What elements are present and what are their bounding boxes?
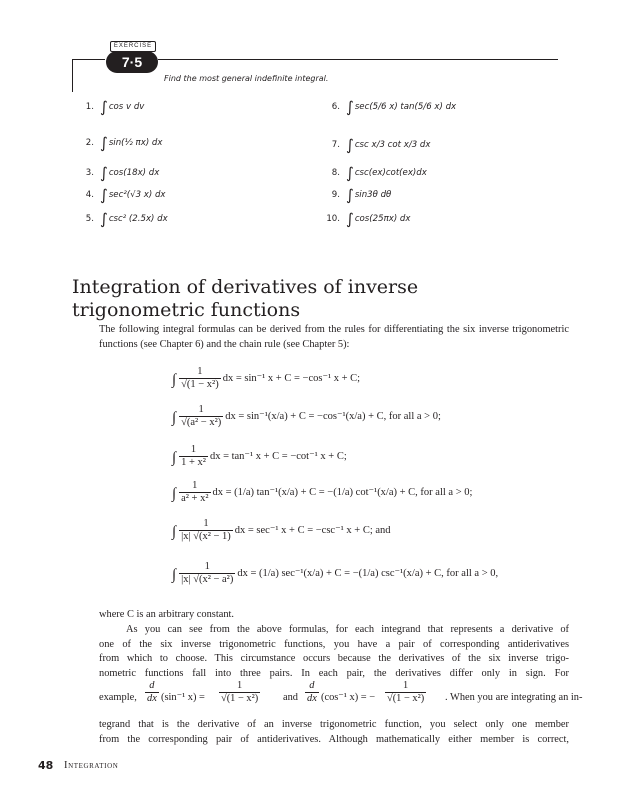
- integral-sign-icon: ∫: [172, 449, 177, 466]
- exercise-expression: csc² (2.5x) dx: [108, 214, 168, 224]
- formula-5: [172, 518, 391, 543]
- integral-sign-icon: ∫: [346, 136, 354, 154]
- page-number: 48: [38, 759, 54, 772]
- exercise-number: 7·5: [121, 54, 143, 70]
- paragraph-line-3: from which to choose. This circumstance occurs because the derivatives of the six inverse trigo-: [99, 653, 569, 664]
- paragraph-line-4: nometric functions fall into three pairs. In each pair, the derivatives differ only in sign. For: [99, 668, 569, 679]
- formula-fraction: $\frac{1}{\text{√(1 − x²)}}$: [181, 366, 219, 390]
- exercise-3: [70, 164, 159, 182]
- example-and: and: [283, 692, 299, 703]
- exercise-number-box: [106, 51, 158, 73]
- exercise-expression: cos(25πx) dx: [354, 214, 411, 224]
- formula-6: [172, 561, 498, 586]
- integral-sign-icon: ∫: [100, 134, 108, 152]
- exercise-number: 1.: [85, 102, 94, 112]
- example-fraction-2: $\frac{1}{\text{√(1 − x²)}}$: [387, 680, 425, 704]
- exercise-expression: sin(½ πx) dx: [108, 138, 163, 148]
- closing-line-1: tegrand that is the derivative of an inverse trigonometric function, you select only one member: [99, 719, 569, 730]
- integral-sign-icon: ∫: [346, 186, 354, 204]
- exercise-number: 3.: [85, 168, 94, 178]
- formula-fraction: $\frac{1}{\text{1 + x²}}$: [181, 444, 206, 468]
- exercise-number: 2.: [85, 138, 94, 148]
- running-footer-section: Integration: [64, 760, 119, 771]
- exercise-6: [316, 98, 456, 116]
- example-cos-derivative: (cos⁻¹ x) = −: [321, 692, 376, 703]
- exercise-expression: sec²(√3 x) dx: [108, 190, 166, 200]
- exercise-expression: sec(5/6 x) tan(5/6 x) dx: [354, 102, 457, 112]
- exercise-label: EXERCISE: [113, 43, 153, 49]
- exercise-expression: cos v dv: [108, 102, 145, 112]
- exercise-badge: [106, 41, 158, 74]
- exercise-horizontal-rule-right: [158, 59, 558, 60]
- formula-2: [172, 404, 441, 429]
- example-prefix: example,: [99, 692, 137, 703]
- integral-sign-icon: ∫: [346, 164, 354, 182]
- formula-rhs: dx = sin⁻¹ x + C = −cos⁻¹ x + C;: [222, 372, 361, 384]
- formula-rhs: dx = sin⁻¹(x/a) + C = −cos⁻¹(x/a) + C, for all a > 0;: [225, 410, 441, 422]
- section-heading-line-1: Integration of derivatives of inverse: [72, 276, 419, 298]
- exercise-8: [316, 164, 427, 182]
- exercise-number: 4.: [85, 190, 94, 200]
- formula-rhs: dx = sec⁻¹ x + C = −csc⁻¹ x + C; and: [234, 524, 391, 536]
- exercise-instruction: Find the most general indefinite integral.: [164, 74, 329, 83]
- integral-sign-icon: ∫: [172, 409, 177, 426]
- exercise-2: [70, 134, 162, 152]
- section-heading-line-2: trigonometric functions: [72, 299, 301, 321]
- formula-rhs: dx = (1/a) tan⁻¹(x/a) + C = −(1/a) cot⁻¹(x/a) + C, for all a > 0;: [212, 486, 473, 498]
- where-line: where C is an arbitrary constant.: [99, 609, 235, 620]
- derivative-operator-1: $\frac{d}{dx}$: [147, 680, 157, 704]
- section-heading: [72, 276, 418, 322]
- formula-fraction: $\frac{1}{\text{|x| √(x² − 1)}}$: [181, 518, 231, 542]
- exercise-expression: csc(ex)cot(ex)dx: [354, 168, 427, 178]
- closing-line-2: from the corresponding pair of antiderivatives. Although mathematically either member is correct,: [99, 734, 569, 745]
- formula-fraction: $\frac{1}{\text{a² + x²}}$: [181, 480, 209, 504]
- example-line: [99, 680, 583, 714]
- paragraph-line-2: one of the six inverse trigonometric functions, you have a pair of corresponding antiderivatives: [99, 639, 569, 650]
- integral-sign-icon: ∫: [100, 98, 108, 116]
- integral-sign-icon: ∫: [172, 371, 177, 388]
- exercise-number: 7.: [331, 140, 340, 150]
- exercise-number: 9.: [331, 190, 340, 200]
- integral-sign-icon: ∫: [100, 210, 108, 228]
- example-sin-derivative: (sin⁻¹ x) =: [161, 692, 205, 703]
- exercise-9: [316, 186, 391, 204]
- example-fraction-1: $\frac{1}{\text{√(1 − x²)}}$: [221, 680, 259, 704]
- intro-paragraph: The following integral formulas can be derived from the rules for differentiating the six inverse trigonometric functions (see Chapter 6) and the chain rule (see Chapter 5):: [99, 324, 569, 350]
- exercise-number: 8.: [331, 168, 340, 178]
- formula-fraction: $\frac{1}{\text{|x| √(x² − a²)}}$: [181, 561, 234, 585]
- exercise-horizontal-rule: [72, 59, 105, 60]
- example-suffix: . When you are integrating an in-: [445, 692, 583, 703]
- exercise-expression: cos(18x) dx: [108, 168, 160, 178]
- integral-sign-icon: ∫: [100, 186, 108, 204]
- exercise-expression: sin3θ dθ: [354, 190, 392, 200]
- formula-rhs: dx = (1/a) sec⁻¹(x/a) + C = −(1/a) csc⁻¹(x/a) + C, for all a > 0,: [237, 567, 499, 579]
- formula-3: [172, 444, 347, 469]
- exercise-7: [316, 136, 430, 154]
- integral-sign-icon: ∫: [172, 566, 177, 583]
- formula-rhs: dx = tan⁻¹ x + C = −cot⁻¹ x + C;: [209, 450, 347, 462]
- formula-4: [172, 480, 472, 505]
- integral-sign-icon: ∫: [346, 210, 354, 228]
- integral-sign-icon: ∫: [346, 98, 354, 116]
- exercise-number: 10.: [326, 214, 340, 224]
- integral-sign-icon: ∫: [172, 485, 177, 502]
- exercise-4: [70, 186, 166, 204]
- derivative-operator-2: $\frac{d}{dx}$: [307, 680, 317, 704]
- integral-sign-icon: ∫: [172, 523, 177, 540]
- paragraph-line-1: As you can see from the above formulas, for each integrand that represents a derivative of: [126, 624, 569, 635]
- exercise-10: [316, 210, 410, 228]
- formula-fraction: $\frac{1}{\text{√(a² − x²)}}$: [181, 404, 222, 428]
- exercise-5: [70, 210, 168, 228]
- exercise-number: 6.: [331, 102, 340, 112]
- integral-sign-icon: ∫: [100, 164, 108, 182]
- exercise-number: 5.: [85, 214, 94, 224]
- formula-1: [172, 366, 360, 391]
- exercise-vertical-rule: [72, 60, 73, 92]
- exercise-expression: csc x/3 cot x/3 dx: [354, 140, 431, 150]
- exercise-1: [70, 98, 144, 116]
